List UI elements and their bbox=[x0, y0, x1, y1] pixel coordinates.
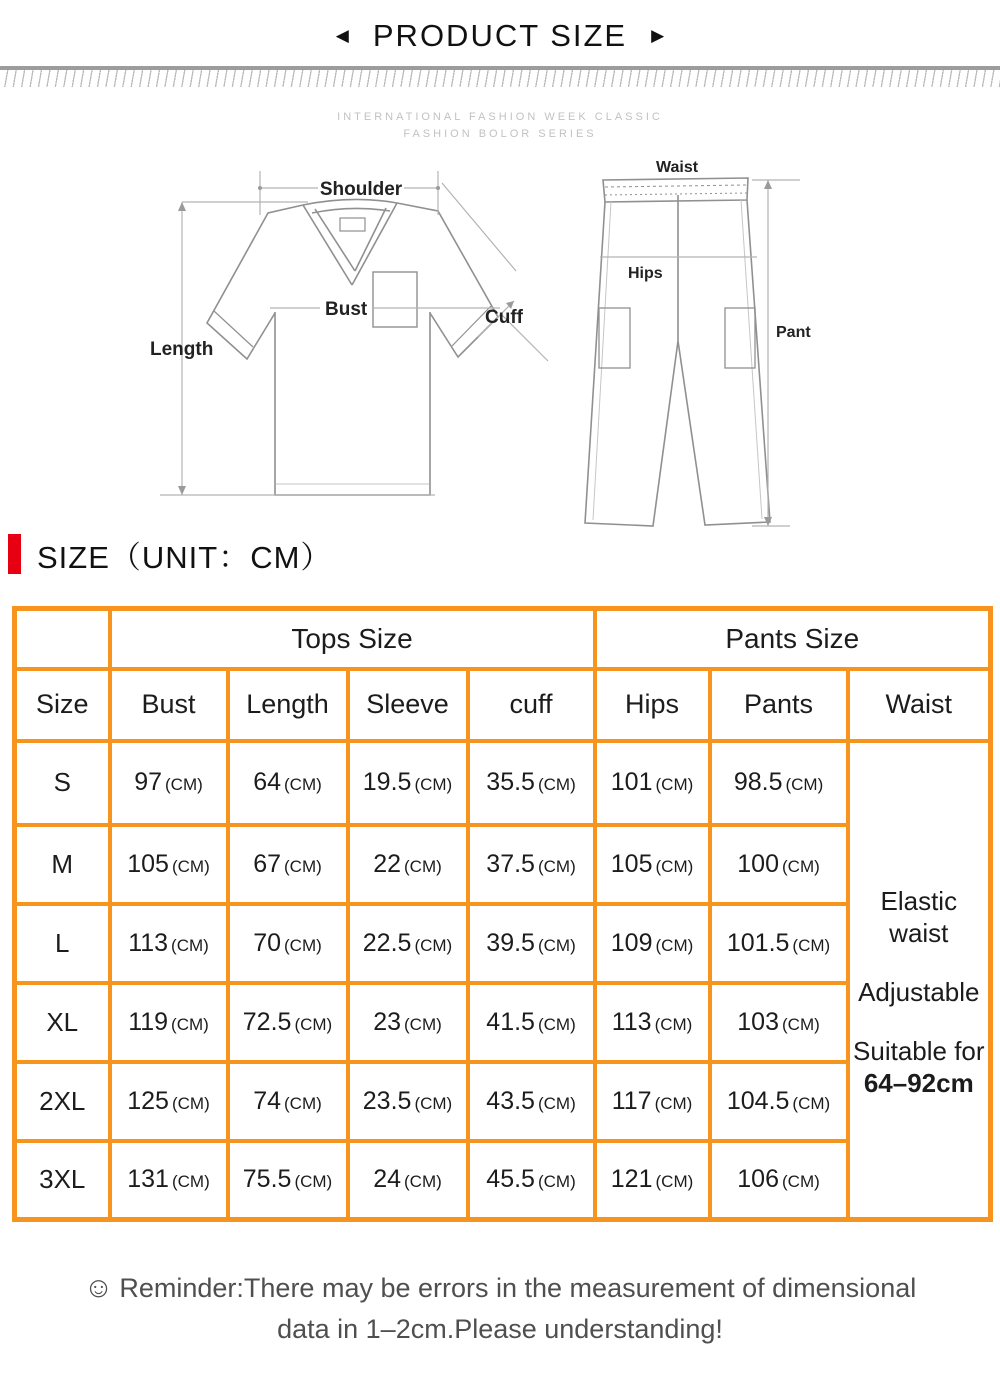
col-header-sleeve: Sleeve bbox=[348, 669, 468, 741]
value-cell: 72.5 (CM) bbox=[228, 983, 348, 1062]
value-cell: 121 (CM) bbox=[595, 1141, 710, 1220]
value-cell: 35.5 (CM) bbox=[468, 741, 595, 825]
value-cell: 117 (CM) bbox=[595, 1062, 710, 1141]
pants-size-group-header: Pants Size bbox=[595, 609, 991, 669]
value-cell: 125 (CM) bbox=[110, 1062, 228, 1141]
size-chart-table bbox=[12, 606, 993, 1222]
value-cell: 19.5 (CM) bbox=[348, 741, 468, 825]
value-cell: 101.5 (CM) bbox=[710, 904, 848, 983]
right-arrow-icon: ▶ bbox=[651, 26, 665, 45]
table-row bbox=[15, 825, 991, 904]
scrub-top-drawing bbox=[207, 199, 498, 495]
value-cell: 39.5 (CM) bbox=[468, 904, 595, 983]
table-row bbox=[15, 741, 991, 825]
table-row bbox=[15, 983, 991, 1062]
red-accent-bar bbox=[8, 534, 21, 574]
value-cell: 105 (CM) bbox=[595, 825, 710, 904]
value-cell: 105 (CM) bbox=[110, 825, 228, 904]
pants-drawing bbox=[585, 178, 770, 526]
value-cell: 23 (CM) bbox=[348, 983, 468, 1062]
col-header-length: Length bbox=[228, 669, 348, 741]
value-cell: 37.5 (CM) bbox=[468, 825, 595, 904]
value-cell: 113 (CM) bbox=[595, 983, 710, 1062]
value-cell: 41.5 (CM) bbox=[468, 983, 595, 1062]
value-cell: 75.5 (CM) bbox=[228, 1141, 348, 1220]
reminder-line-1 bbox=[0, 1268, 1000, 1309]
left-arrow-icon: ◀ bbox=[335, 26, 349, 45]
size-cell: L bbox=[15, 904, 110, 983]
value-cell: 113 (CM) bbox=[110, 904, 228, 983]
size-unit-title: SIZE（UNIT：CM） bbox=[37, 539, 333, 575]
value-cell: 43.5 (CM) bbox=[468, 1062, 595, 1141]
subtitle-line-2: FASHION BOLOR SERIES bbox=[403, 128, 597, 140]
col-header-bust: Bust bbox=[110, 669, 228, 741]
col-header-pants: Pants bbox=[710, 669, 848, 741]
waist-note-line: Suitable for bbox=[853, 1035, 985, 1066]
table-row bbox=[15, 1141, 991, 1220]
value-cell: 97 (CM) bbox=[110, 741, 228, 825]
subtitle-line-1: INTERNATIONAL FASHION WEEK CLASSIC bbox=[337, 111, 663, 123]
corner-cell bbox=[15, 609, 110, 669]
page-header bbox=[0, 0, 1000, 52]
value-cell: 100 (CM) bbox=[710, 825, 848, 904]
pant-label: Pant bbox=[776, 324, 811, 341]
value-cell: 70 (CM) bbox=[228, 904, 348, 983]
value-cell: 22.5 (CM) bbox=[348, 904, 468, 983]
value-cell: 106 (CM) bbox=[710, 1141, 848, 1220]
garment-diagram bbox=[0, 145, 1000, 530]
size-section-heading bbox=[0, 532, 1000, 576]
reminder-text-1: Reminder:There may be errors in the measurement of dimensional bbox=[119, 1273, 917, 1303]
tops-size-group-header: Tops Size bbox=[110, 609, 595, 669]
reminder-line-2: data in 1–2cm.Please understanding! bbox=[277, 1314, 723, 1344]
hips-label: Hips bbox=[628, 265, 663, 282]
cuff-label: Cuff bbox=[485, 307, 523, 328]
series-subtitle bbox=[0, 109, 1000, 143]
smiley-icon: ☺ bbox=[83, 1272, 114, 1304]
waist-note-line: 64–92cm bbox=[863, 1067, 974, 1098]
waist-note-line: Elastic waist bbox=[880, 885, 958, 948]
value-cell: 131 (CM) bbox=[110, 1141, 228, 1220]
bust-label: Bust bbox=[325, 299, 368, 320]
group-header-row bbox=[15, 609, 991, 669]
col-header-cuff: cuff bbox=[468, 669, 595, 741]
waist-label: Waist bbox=[656, 159, 699, 176]
col-header-hips: Hips bbox=[595, 669, 710, 741]
size-cell: XL bbox=[15, 983, 110, 1062]
hatch-divider bbox=[0, 70, 1000, 87]
table-row bbox=[15, 1062, 991, 1141]
value-cell: 98.5 (CM) bbox=[710, 741, 848, 825]
value-cell: 22 (CM) bbox=[348, 825, 468, 904]
col-header-waist: Waist bbox=[848, 669, 991, 741]
value-cell: 67 (CM) bbox=[228, 825, 348, 904]
value-cell: 64 (CM) bbox=[228, 741, 348, 825]
value-cell: 23.5 (CM) bbox=[348, 1062, 468, 1141]
shoulder-label: Shoulder bbox=[319, 179, 403, 200]
waist-note-line: Adjustable bbox=[858, 976, 980, 1007]
column-header-row bbox=[15, 669, 991, 741]
value-cell: 119 (CM) bbox=[110, 983, 228, 1062]
size-cell: 3XL bbox=[15, 1141, 110, 1220]
page-title: PRODUCT SIZE bbox=[372, 18, 628, 53]
value-cell: 109 (CM) bbox=[595, 904, 710, 983]
garment-diagram-svg bbox=[0, 145, 1000, 530]
value-cell: 45.5 (CM) bbox=[468, 1141, 595, 1220]
value-cell: 104.5 (CM) bbox=[710, 1062, 848, 1141]
waist-note-cell bbox=[848, 741, 991, 1220]
length-label: Length bbox=[150, 339, 214, 360]
value-cell: 101 (CM) bbox=[595, 741, 710, 825]
value-cell: 24 (CM) bbox=[348, 1141, 468, 1220]
table-row bbox=[15, 904, 991, 983]
size-cell: S bbox=[15, 741, 110, 825]
value-cell: 74 (CM) bbox=[228, 1062, 348, 1141]
size-cell: M bbox=[15, 825, 110, 904]
col-header-size: Size bbox=[15, 669, 110, 741]
reminder-footer bbox=[0, 1268, 1000, 1350]
size-cell: 2XL bbox=[15, 1062, 110, 1141]
value-cell: 103 (CM) bbox=[710, 983, 848, 1062]
